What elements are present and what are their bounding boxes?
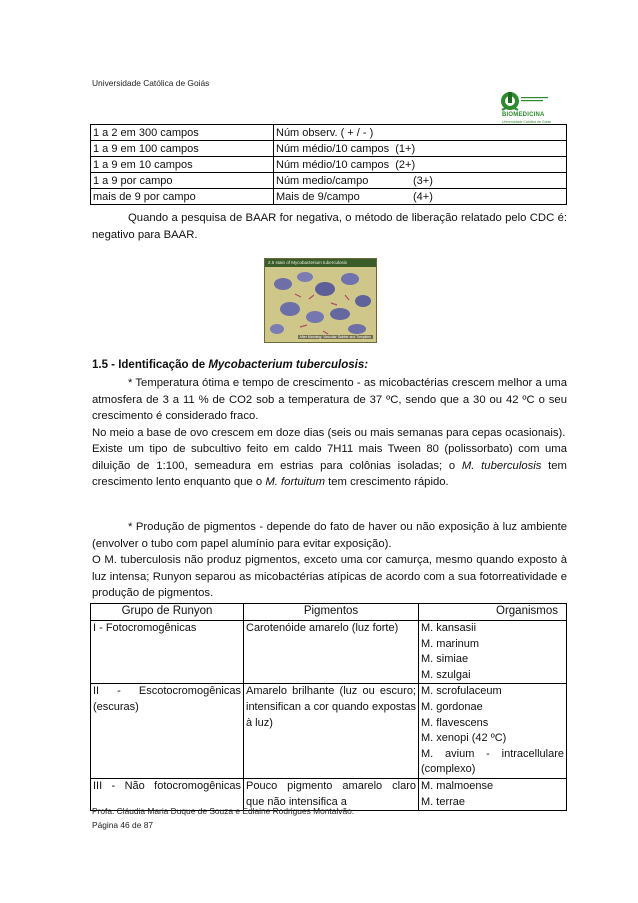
egg-medium-paragraph: No meio a base de ovo crescem em doze dias (seis ou mais semanas para cepas ocasionais). (92, 426, 566, 439)
range-cell: 1 a 9 em 100 campos (91, 141, 274, 157)
micrograph-title: 2.5 stain of Mycobacterium tuberculosis (265, 259, 376, 267)
table-row (91, 189, 567, 205)
grade: (4+) (413, 190, 433, 203)
group-cell: III - Não fotocromogênicas (91, 778, 244, 810)
temperature-paragraph: * Temperatura ótima e tempo de crescimento - as micobactérias crescem melhor a uma atmosfera de 3 a 11 % de CO2 sob a temperatura de 37 ºC, sendo que a 30 ou 42 ºC o seu crescimento é considerado fraco. (92, 377, 567, 422)
table-row (91, 157, 567, 173)
range-cell: 1 a 9 por campo (91, 173, 274, 189)
pigment-cell: Amarelo brilhante (luz ou escuro; intensifican a cor quando expostas à luz) (244, 684, 419, 779)
section-organism: Mycobacterium tuberculosis: (208, 359, 369, 371)
runyon-paragraph: O M. tuberculosis não produz pigmentos, exceto uma cor camurça, mesmo quando exposto à luz intensa; Runyon separou as micobactérias atípicas de acordo com a sua fotorreatividade e produção de pigmentos. (92, 554, 567, 599)
runyon-table (90, 603, 567, 811)
page-number: Página 46 de 87 (92, 820, 154, 830)
pigment-cell: Pouco pigmento amarelo claro que não intensifica a (244, 778, 419, 810)
organisms-cell: M. kansasii M. marinum M. simiae M. szulgai (419, 621, 567, 684)
logo-text: BIOMEDICINA (502, 112, 545, 118)
micrograph-cells (265, 259, 376, 342)
table-row (91, 621, 567, 684)
range-cell: 1 a 9 em 10 campos (91, 157, 274, 173)
section-heading: 1.5 - Identificação de Mycobacterium tuberculosis: (92, 359, 369, 371)
temperature-block (92, 375, 567, 491)
header-organisms: Organismos (419, 604, 567, 621)
table-row (91, 141, 567, 157)
subculture-paragraph: Existe um tipo de subcultivo feito em caldo 7H11 mais Tween 80 (polissorbato) com uma diluição de 1:100, semeadura em estrias para colônias isoladas; o M. tuberculosis tem crescimento lento enquanto que o M. fortuitum tem crescimento rápido. (92, 443, 567, 488)
grade: (3+) (413, 174, 433, 187)
table-row (91, 125, 567, 141)
baar-results-table (90, 124, 567, 205)
table-row (91, 684, 567, 779)
report-cell: Núm observ. ( + / - ) (274, 125, 567, 141)
organisms-cell: M. scrofulaceum M. gordonae M. flavescens M. xenopi (42 ºC) M. avium - intracellulare (complexo) (419, 684, 567, 779)
grade: (2+) (395, 158, 416, 171)
report-cell: Mais de 9/campo (4+) (274, 189, 567, 205)
table-header-row (91, 604, 567, 621)
pigment-block (92, 519, 567, 602)
report-cell: Núm médio/10 campos (2+) (274, 157, 567, 173)
table-row (91, 173, 567, 189)
organisms-cell: M. malmoense M. terrae (419, 778, 567, 810)
group-cell: II - Escotocromogênicas (escuras) (91, 684, 244, 779)
negative-note: Quando a pesquisa de BAAR for negativa, o método de liberação relatado pelo CDC é: negativo para BAAR. (92, 212, 567, 241)
header-group: Grupo de Runyon (91, 604, 244, 621)
header-pigment: Pigmentos (244, 604, 419, 621)
grade: (1+) (395, 142, 416, 155)
report-cell: Núm medio/campo (3+) (274, 173, 567, 189)
range-cell: mais de 9 por campo (91, 189, 274, 205)
logo-subtext: Universidade Católica de Goiás (502, 120, 552, 124)
footer-authors: Profa. Cláudia Maria Duque de Souza e Edlaine Rodrigues Montalvão. (92, 806, 355, 816)
pigment-cell: Carotenóide amarelo (luz forte) (244, 621, 419, 684)
institution-header: Universidade Católica de Goiás (92, 78, 210, 88)
micrograph-caption: After Manning: Vascular Sabine and Tompkins (299, 335, 371, 339)
range-cell: 1 a 2 em 300 campos (91, 125, 274, 141)
micrograph-image (264, 258, 377, 343)
report-cell: Núm médio/10 campos (1+) (274, 141, 567, 157)
pigment-paragraph: * Produção de pigmentos - depende do fato de haver ou não exposição à luz ambiente (envolver o tubo com papel alumínio para evitar exposição). (92, 521, 567, 550)
group-cell: I - Fotocromogênicas (91, 621, 244, 684)
